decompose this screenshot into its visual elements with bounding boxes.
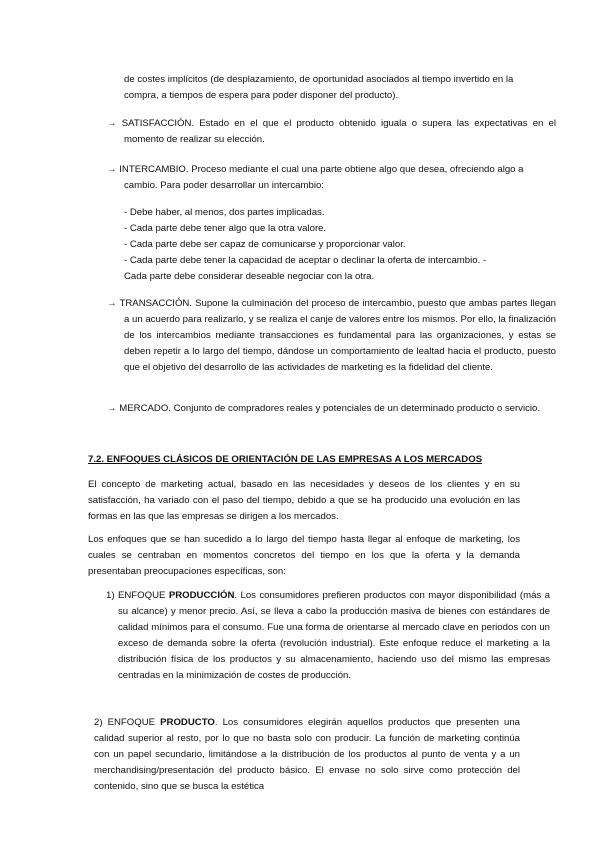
intercambio-requirements-list	[88, 205, 520, 285]
intercambio-definition: → INTERCAMBIO. Proceso mediante el cual una parte obtiene algo que desea, ofreciendo algo a cambio. Para poder desarrollar un intercambio:	[107, 164, 524, 191]
list-item: Cada parte debe considerar deseable negociar con la otra.	[124, 271, 375, 282]
paragraph-enfoques: Los enfoques que se han sucedido a lo largo del tiempo hasta llegar al enfoque de marketing, los cuales se centraban en momentos concretos del tiempo en los que la oferta y la demanda presentaban preocupaciones específicas, son:	[88, 534, 520, 577]
paragraph-intro: El concepto de marketing actual, basado en las necesidades y deseos de los clientes y en su satisfacción, ha variado con el paso del tiempo, debido a que se ha producido una evolución en las formas en las que las empresas se dirigen a los mercados.	[88, 479, 520, 522]
list-item: - Cada parte debe ser capaz de comunicarse y proporcionar valor.	[124, 239, 406, 250]
transaccion-definition: → TRANSACCIÓN. Supone la culminación del proceso de intercambio, puesto que ambas partes llegan a un acuerdo para realizarlo, y se realiza el canje de valores entre los mismos. Por ello, la finalización de los intercambios mediante transacciones es fundamental para las organizaciones, y estas se deben repetir a lo largo del tiempo, dándose un comportamiento de lealtad hacia el producto, puesto que el objetivo del desarrollo de las actividades de marketing es la fidelidad del cliente.	[107, 298, 556, 373]
item-keyword: PRODUCTO	[160, 717, 215, 728]
mercado-definition: → MERCADO. Conjunto de compradores reales y potenciales de un determinado producto o servicio.	[107, 403, 541, 414]
item-keyword: PRODUCCIÓN	[168, 590, 235, 601]
item-text: . Los consumidores elegirán aquellos productos que presenten una calidad superior al resto, por lo que no basta solo con producir. La función de marketing continúa con un papel secundario, limitándose a la distribución de los productos al punto de venta y a un merchandising/presentación del producto básico. El envase no solo sirve como protección del contenido, sino que se busca la estética	[94, 717, 520, 792]
satisfaccion-definition: → SATISFACCIÓN. Estado en el que el producto obtenido iguala o supera las expectativas en el momento de realizar su elección.	[107, 118, 556, 145]
list-item: - Debe haber, al menos, dos partes implicadas.	[124, 207, 325, 218]
section-heading: 7.2. ENFOQUES CLÁSICOS DE ORIENTACIÓN DE LAS EMPRESAS A LOS MERCADOS	[88, 454, 483, 465]
continuation-text: de costes implícitos (de desplazamiento, de oportunidad asociados al tiempo invertido en la compra, a tiempos de espera para poder disponer del producto).	[124, 74, 514, 101]
enfoque-produccion-item	[88, 588, 550, 684]
item-prefix: 2) ENFOQUE	[94, 717, 161, 728]
list-item: - Cada parte debe tener algo que la otra valore.	[124, 223, 327, 234]
item-text: . Los consumidores prefieren productos con mayor disponibilidad (más a su alcance) y menor precio. Así, se lleva a cabo la producción masiva de bienes con estándares de calidad mínimos para el consumo. Fue una forma de orientarse al mercado clave en periodos con un exceso de demanda sobre la oferta (revolución industrial). Este enfoque reduce el marketing a la distribución física de los productos y su almacenamiento, haciendo uso del mismo las empresas centradas en la minimización de costes de producción.	[118, 590, 550, 681]
enfoque-producto-item	[88, 715, 520, 795]
list-item: - Cada parte debe tener la capacidad de aceptar o declinar la oferta de intercambio. -	[124, 255, 487, 266]
item-prefix: 1) ENFOQUE	[106, 590, 169, 601]
